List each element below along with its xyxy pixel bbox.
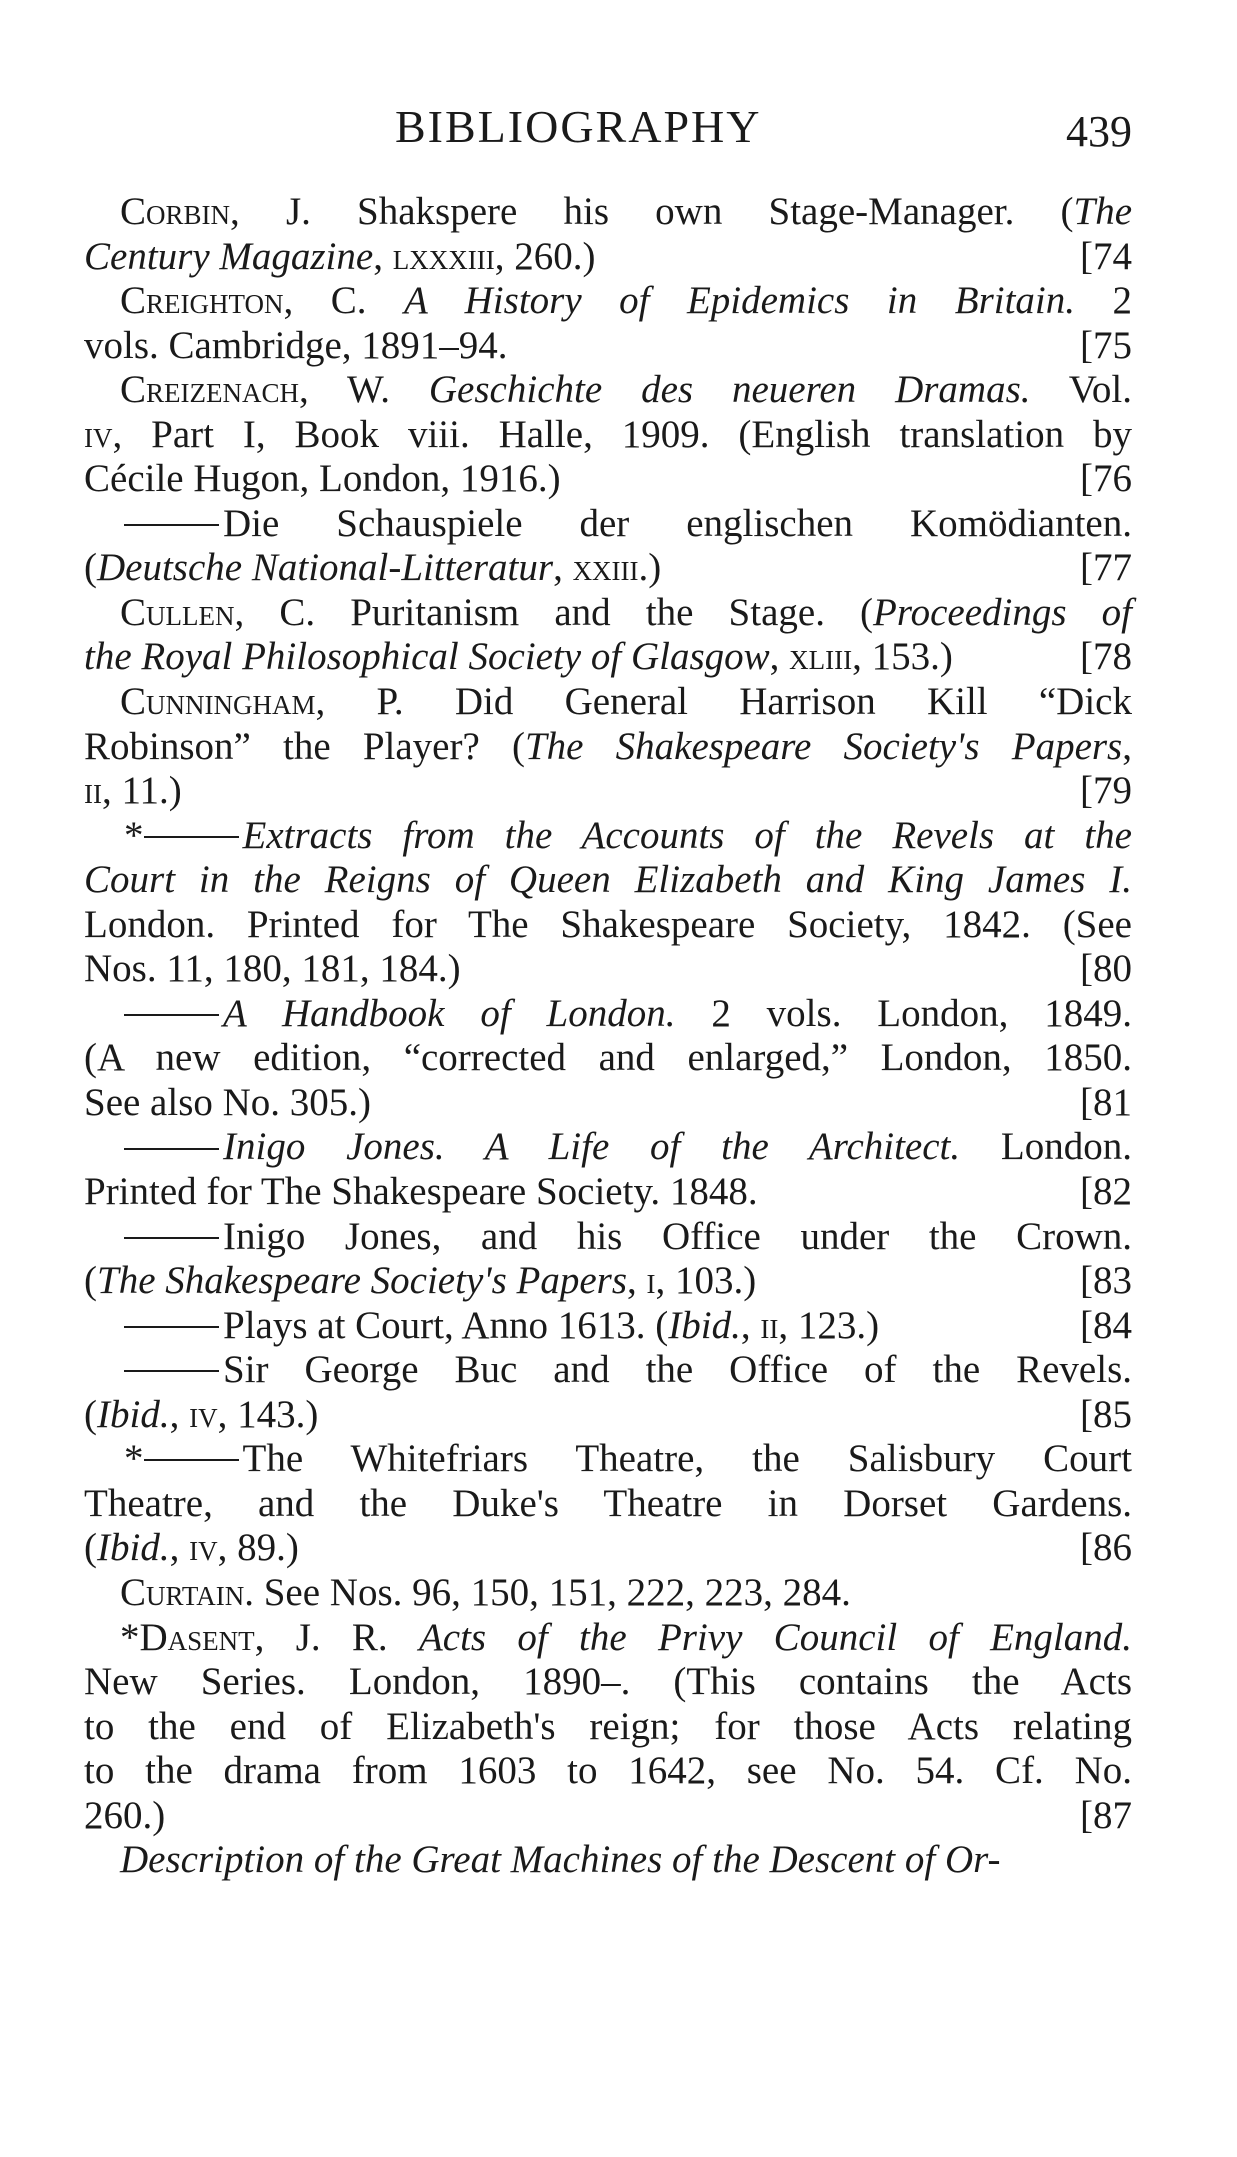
entry-number: [84 — [1080, 1303, 1132, 1347]
line-text: Century Magazine, lxxxiii, 260.) — [84, 234, 596, 278]
line-text: Court in the Reigns of Queen Elizabeth and King James I. — [84, 858, 1132, 902]
line-text: * Extracts from the Accounts of the Revels at the — [124, 813, 1132, 857]
text-line — [84, 190, 1132, 235]
text-line — [84, 947, 1132, 992]
line-text: *Dasent, J. R. Acts of the Privy Council of England. — [120, 1615, 1132, 1659]
text-line — [84, 1794, 1132, 1839]
text-line — [84, 1125, 1132, 1170]
line-text: Creighton, C. A History of Epidemics in Britain. 2 — [120, 279, 1133, 323]
entry-number: [77 — [1080, 546, 1132, 590]
line-text: Inigo Jones. A Life of the Architect. London. — [124, 1125, 1132, 1170]
page-number: 439 — [1066, 107, 1132, 156]
line-text: ii, 11.) — [84, 769, 182, 813]
text-line — [84, 502, 1132, 547]
text-line — [84, 725, 1132, 770]
line-text: 260.) — [84, 1793, 166, 1837]
entry-number: [80 — [1080, 947, 1132, 991]
entry-number: [81 — [1080, 1080, 1132, 1124]
line-text: to the end of Elizabeth's reign; for those Acts relating — [84, 1704, 1132, 1748]
line-text: (Ibid., iv, 143.) — [84, 1392, 319, 1436]
text-line — [84, 457, 1132, 502]
line-text: (A new edition, “corrected and enlarged,” London, 1850. — [84, 1036, 1132, 1080]
line-text: to the drama from 1603 to 1642, see No. 54. Cf. No. — [84, 1749, 1132, 1793]
line-text: Nos. 11, 180, 181, 184.) — [84, 947, 461, 991]
line-text: Theatre, and the Duke's Theatre in Dorset Gardens. — [84, 1481, 1132, 1525]
entry-number: [78 — [1080, 635, 1132, 679]
page-header — [0, 100, 1237, 160]
ditto-rule — [124, 524, 219, 526]
text-line — [84, 1036, 1132, 1081]
text-line — [84, 1215, 1132, 1260]
text-line — [84, 1348, 1132, 1393]
entry-number: [86 — [1080, 1526, 1132, 1570]
text-line — [84, 1616, 1132, 1661]
line-text: (The Shakespeare Society's Papers, i, 103.) — [84, 1259, 757, 1303]
text-line — [84, 1170, 1132, 1215]
asterisk-mark: * — [124, 813, 144, 857]
entry-number: [82 — [1080, 1170, 1132, 1214]
line-text: Cunningham, P. Did General Harrison Kill “Dick — [120, 680, 1132, 724]
text-line — [84, 1081, 1132, 1126]
entry-number: [79 — [1080, 769, 1132, 813]
text-line — [84, 324, 1132, 369]
text-line — [84, 235, 1132, 280]
line-text: Description of the Great Machines of the Descent of Or- — [120, 1838, 1001, 1882]
line-text: (Ibid., iv, 89.) — [84, 1526, 299, 1570]
text-line — [84, 769, 1132, 814]
text-line — [84, 680, 1132, 725]
line-text: See also No. 305.) — [84, 1080, 372, 1124]
entry-number: [87 — [1080, 1793, 1132, 1837]
text-line — [84, 279, 1132, 324]
entry-number: [85 — [1080, 1392, 1132, 1436]
text-line — [84, 1660, 1132, 1705]
text-line — [84, 903, 1132, 948]
asterisk-mark: * — [124, 1437, 144, 1481]
text-line — [84, 814, 1132, 859]
ditto-rule — [124, 1148, 219, 1150]
running-title: BIBLIOGRAPHY — [395, 101, 762, 152]
ditto-rule — [144, 836, 239, 838]
line-text: * The Whitefriars Theatre, the Salisbury Court — [124, 1437, 1132, 1481]
line-text: iv, Part I, Book viii. Halle, 1909. (English translation by — [84, 412, 1132, 456]
text-line — [84, 368, 1132, 413]
line-text: London. Printed for The Shakespeare Society, 1842. (See — [84, 902, 1132, 946]
entry-number: [75 — [1080, 323, 1132, 367]
text-line — [84, 1526, 1132, 1571]
line-text: Inigo Jones, and his Office under the Crown. — [124, 1215, 1132, 1260]
text-line — [84, 1393, 1132, 1438]
ditto-rule — [144, 1459, 239, 1461]
text-line — [84, 546, 1132, 591]
line-text: A Handbook of London. 2 vols. London, 1849. — [124, 992, 1132, 1037]
line-text: the Royal Philosophical Society of Glasgow, xliii, 153.) — [84, 635, 953, 679]
ditto-rule — [124, 1237, 219, 1239]
text-line — [84, 1437, 1132, 1482]
entry-number: [74 — [1080, 234, 1132, 278]
text-line — [84, 591, 1132, 636]
line-text: Curtain. See Nos. 96, 150, 151, 222, 223, 284. — [120, 1570, 851, 1614]
line-text: Corbin, J. Shakspere his own Stage-Manager. (The — [120, 190, 1132, 233]
text-line — [84, 1749, 1132, 1794]
bibliography-text — [84, 190, 1132, 1883]
text-line — [84, 1304, 1132, 1349]
entry-number: [76 — [1080, 457, 1132, 501]
text-line — [84, 635, 1132, 680]
line-text: vols. Cambridge, 1891–94. — [84, 323, 508, 367]
text-line — [84, 858, 1132, 903]
line-text: Printed for The Shakespeare Society. 1848. — [84, 1170, 758, 1214]
entry-number: [83 — [1080, 1259, 1132, 1303]
text-line — [84, 1705, 1132, 1750]
line-text: New Series. London, 1890–. (This contains the Acts — [84, 1660, 1132, 1704]
ditto-rule — [124, 1370, 219, 1372]
line-text: Sir George Buc and the Office of the Revels. — [124, 1348, 1132, 1393]
text-line — [84, 1571, 1132, 1616]
text-line — [84, 1838, 1132, 1883]
ditto-rule — [124, 1326, 219, 1328]
ditto-rule — [124, 1014, 219, 1016]
text-line — [84, 413, 1132, 458]
line-text: Cullen, C. Puritanism and the Stage. (Proceedings of — [120, 590, 1132, 634]
text-line — [84, 992, 1132, 1037]
line-text: Die Schauspiele der englischen Komödianten. — [124, 502, 1132, 547]
line-text: Creizenach, W. Geschichte des neueren Dramas. Vol. — [120, 368, 1132, 412]
text-line — [84, 1482, 1132, 1527]
asterisk-mark: * — [120, 1615, 140, 1659]
text-line — [84, 1259, 1132, 1304]
line-text: Cécile Hugon, London, 1916.) — [84, 457, 561, 501]
line-text: (Deutsche National-Litteratur, xxiii.) — [84, 546, 662, 590]
line-text: Robinson” the Player? (The Shakespeare Society's Papers, — [84, 724, 1132, 768]
line-text: Plays at Court, Anno 1613. (Ibid., ii, 123.) — [124, 1304, 879, 1349]
